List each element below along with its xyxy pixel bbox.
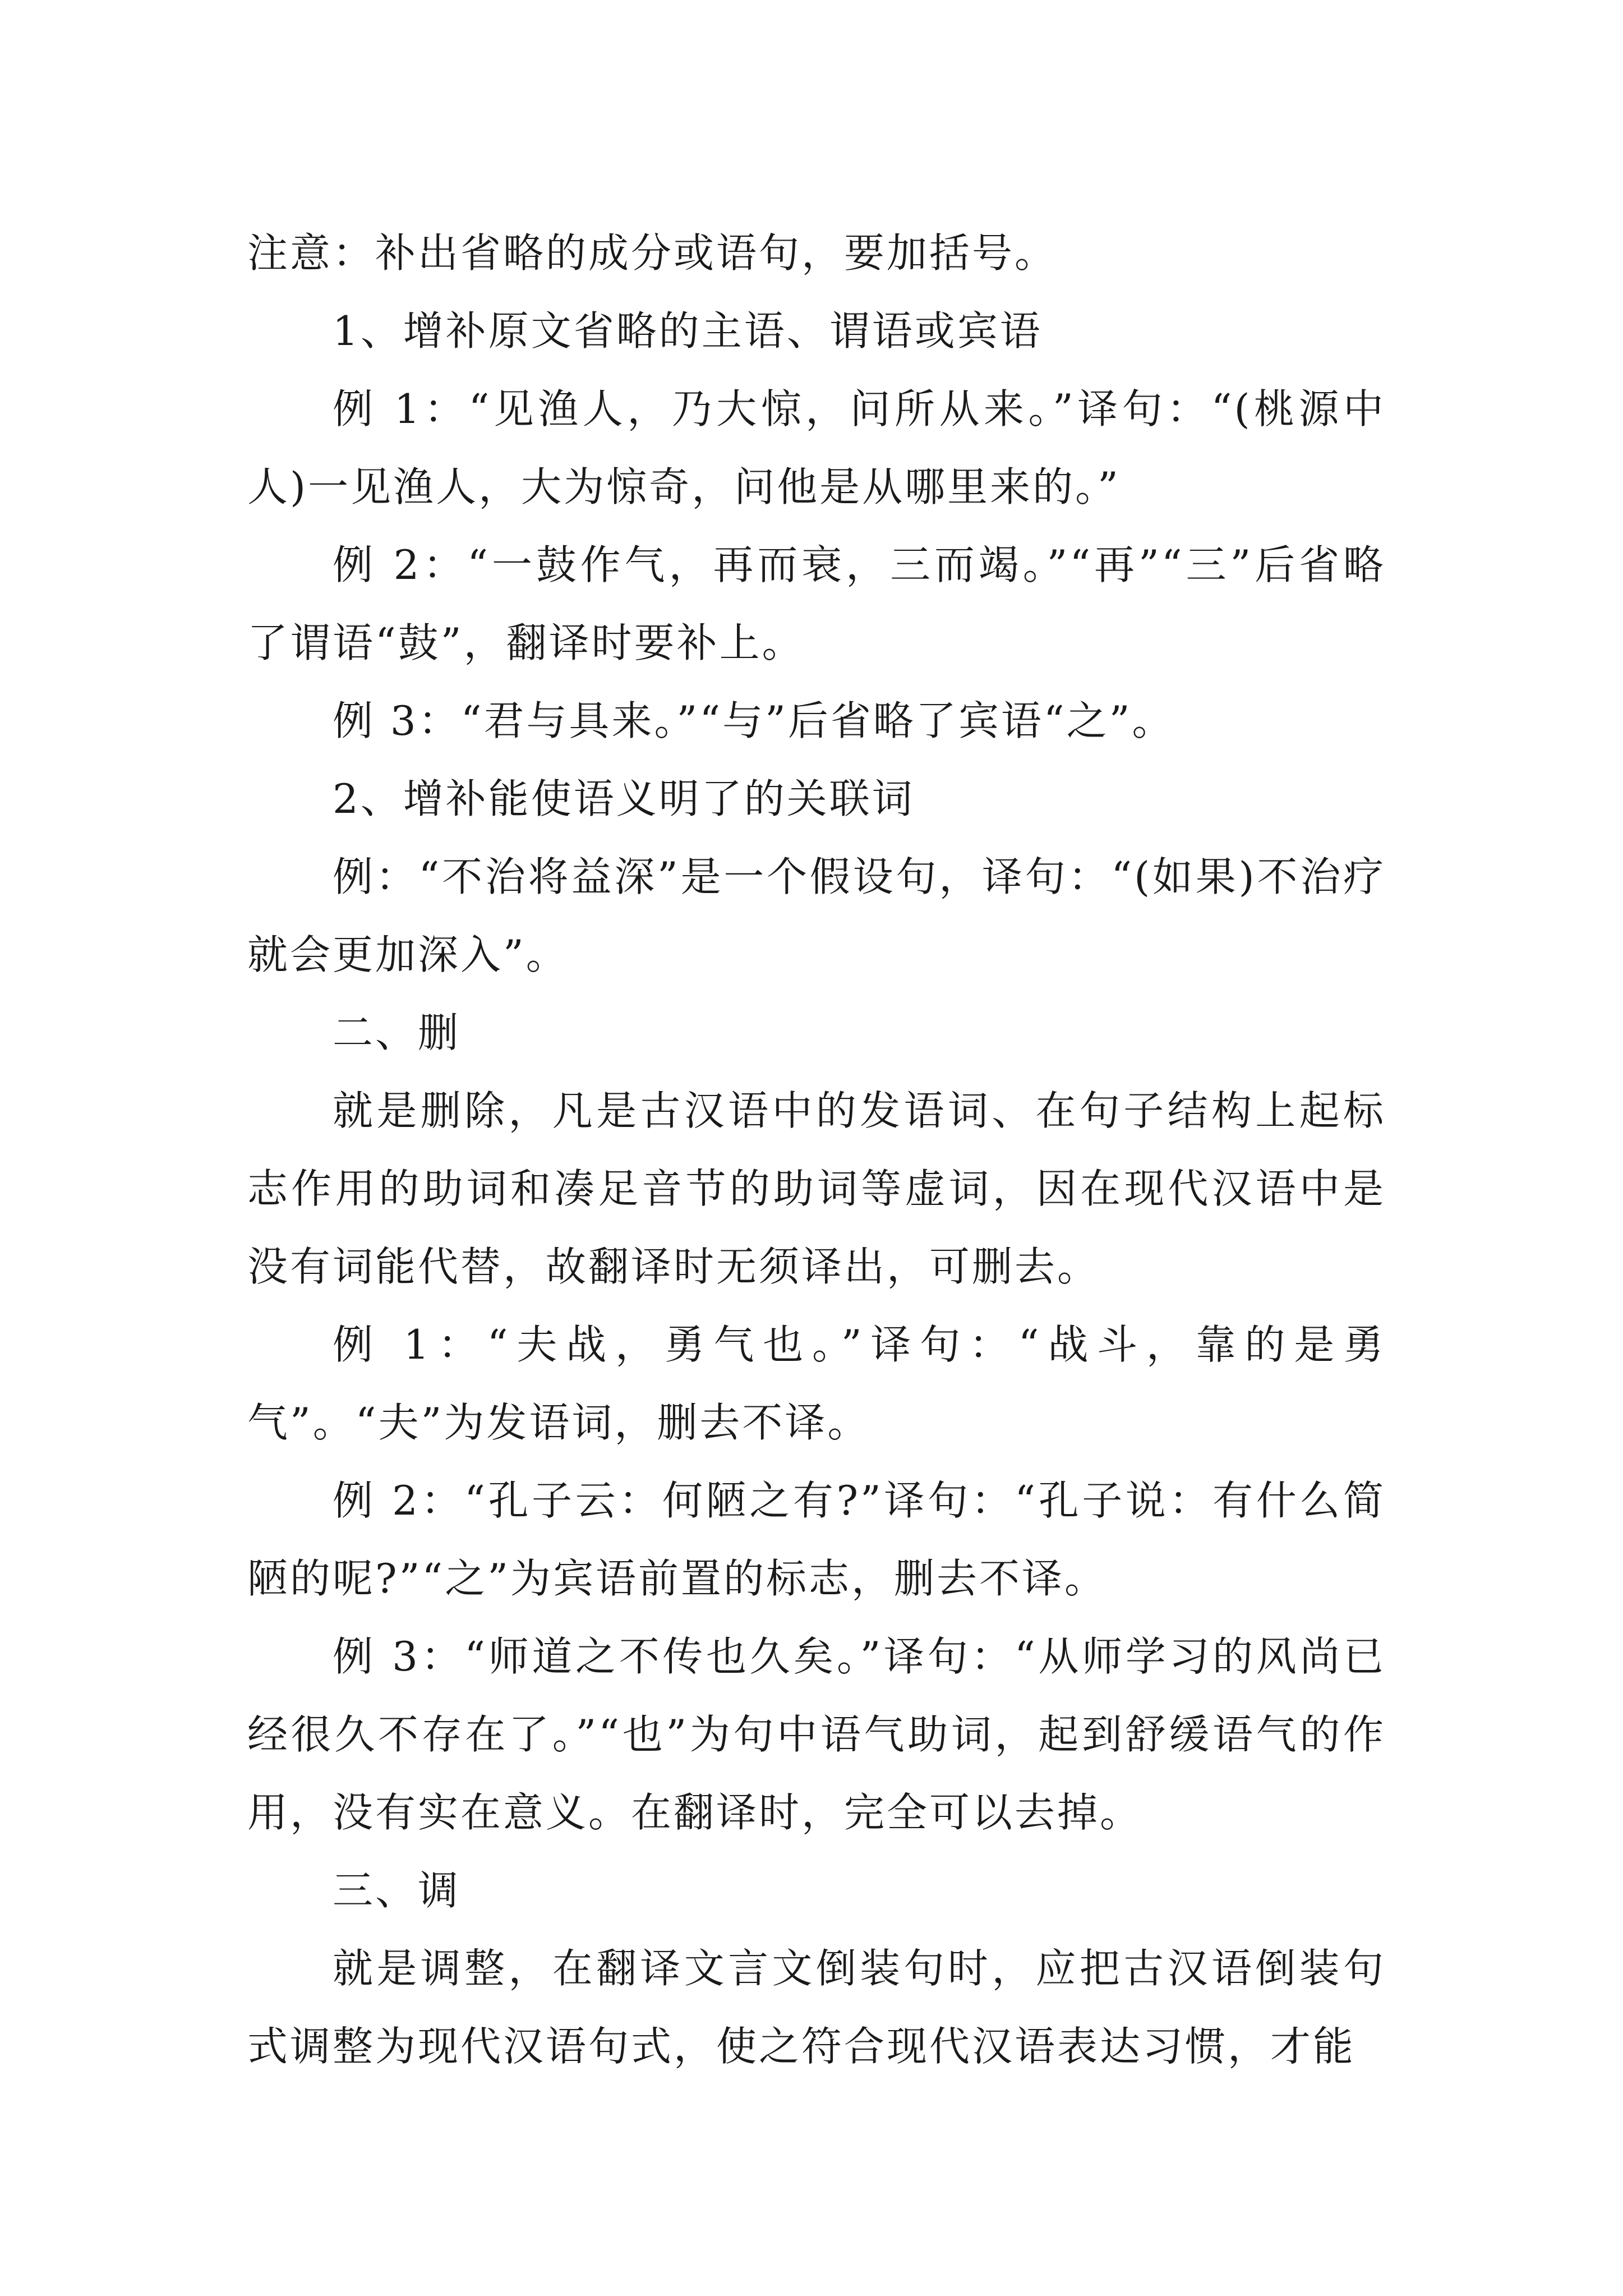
- paragraph-example: 例 1：“夫战，勇气也。”译句：“战斗，靠的是勇气”。“夫”为发语词，删去不译。: [247, 1321, 1386, 1446]
- paragraph-example: 例 1：“见渔人，乃大惊，问所从来。”译句：“(桃源中人)一见渔人，大为惊奇，问他是从哪里来的。”: [247, 385, 1386, 510]
- document-body: [247, 214, 1386, 2086]
- paragraph-heading-conjunction: 2、增补能使语义明了的关联词: [333, 775, 915, 822]
- paragraph-note: 注意：补出省略的成分或语句，要加括号。: [247, 229, 1058, 277]
- paragraph-body: 就是调整，在翻译文言文倒装句时，应把古汉语倒装句式调整为现代汉语句式，使之符合现代汉语表达习惯，才能: [247, 1945, 1386, 2070]
- paragraph-example: 例 3：“君与具来。”“与”后省略了宾语“之”。: [333, 697, 1175, 744]
- paragraph-body: 就是删除，凡是古汉语中的发语词、在句子结构上起标志作用的助词和凑足音节的助词等虚词，因在现代汉语中是没有词能代替，故翻译时无须译出，可删去。: [247, 1087, 1386, 1290]
- paragraph-example: 例 3：“师道之不传也久矣。”译句：“从师学习的风尚已经很久不存在了。”“也”为句中语气助词，起到舒缓语气的作用，没有实在意义。在翻译时，完全可以去掉。: [247, 1633, 1386, 1836]
- section-heading-delete: 二、删: [333, 1009, 461, 1056]
- paragraph-example: 例 2：“一鼓作气，再而衰，三而竭。”“再”“三”后省略了谓语“鼓”，翻译时要补上。: [247, 541, 1386, 666]
- section-heading-adjust: 三、调: [333, 1867, 461, 1914]
- paragraph-example: 例：“不治将益深”是一个假设句，译句：“(如果)不治疗就会更加深入”。: [247, 853, 1386, 978]
- paragraph-example: 例 2：“孔子云：何陋之有?”译句：“孔子说：有什么简陋的呢?”“之”为宾语前置的标志，删去不译。: [247, 1477, 1386, 1602]
- paragraph-heading-supplement: 1、增补原文省略的主语、谓语或宾语: [333, 307, 1043, 355]
